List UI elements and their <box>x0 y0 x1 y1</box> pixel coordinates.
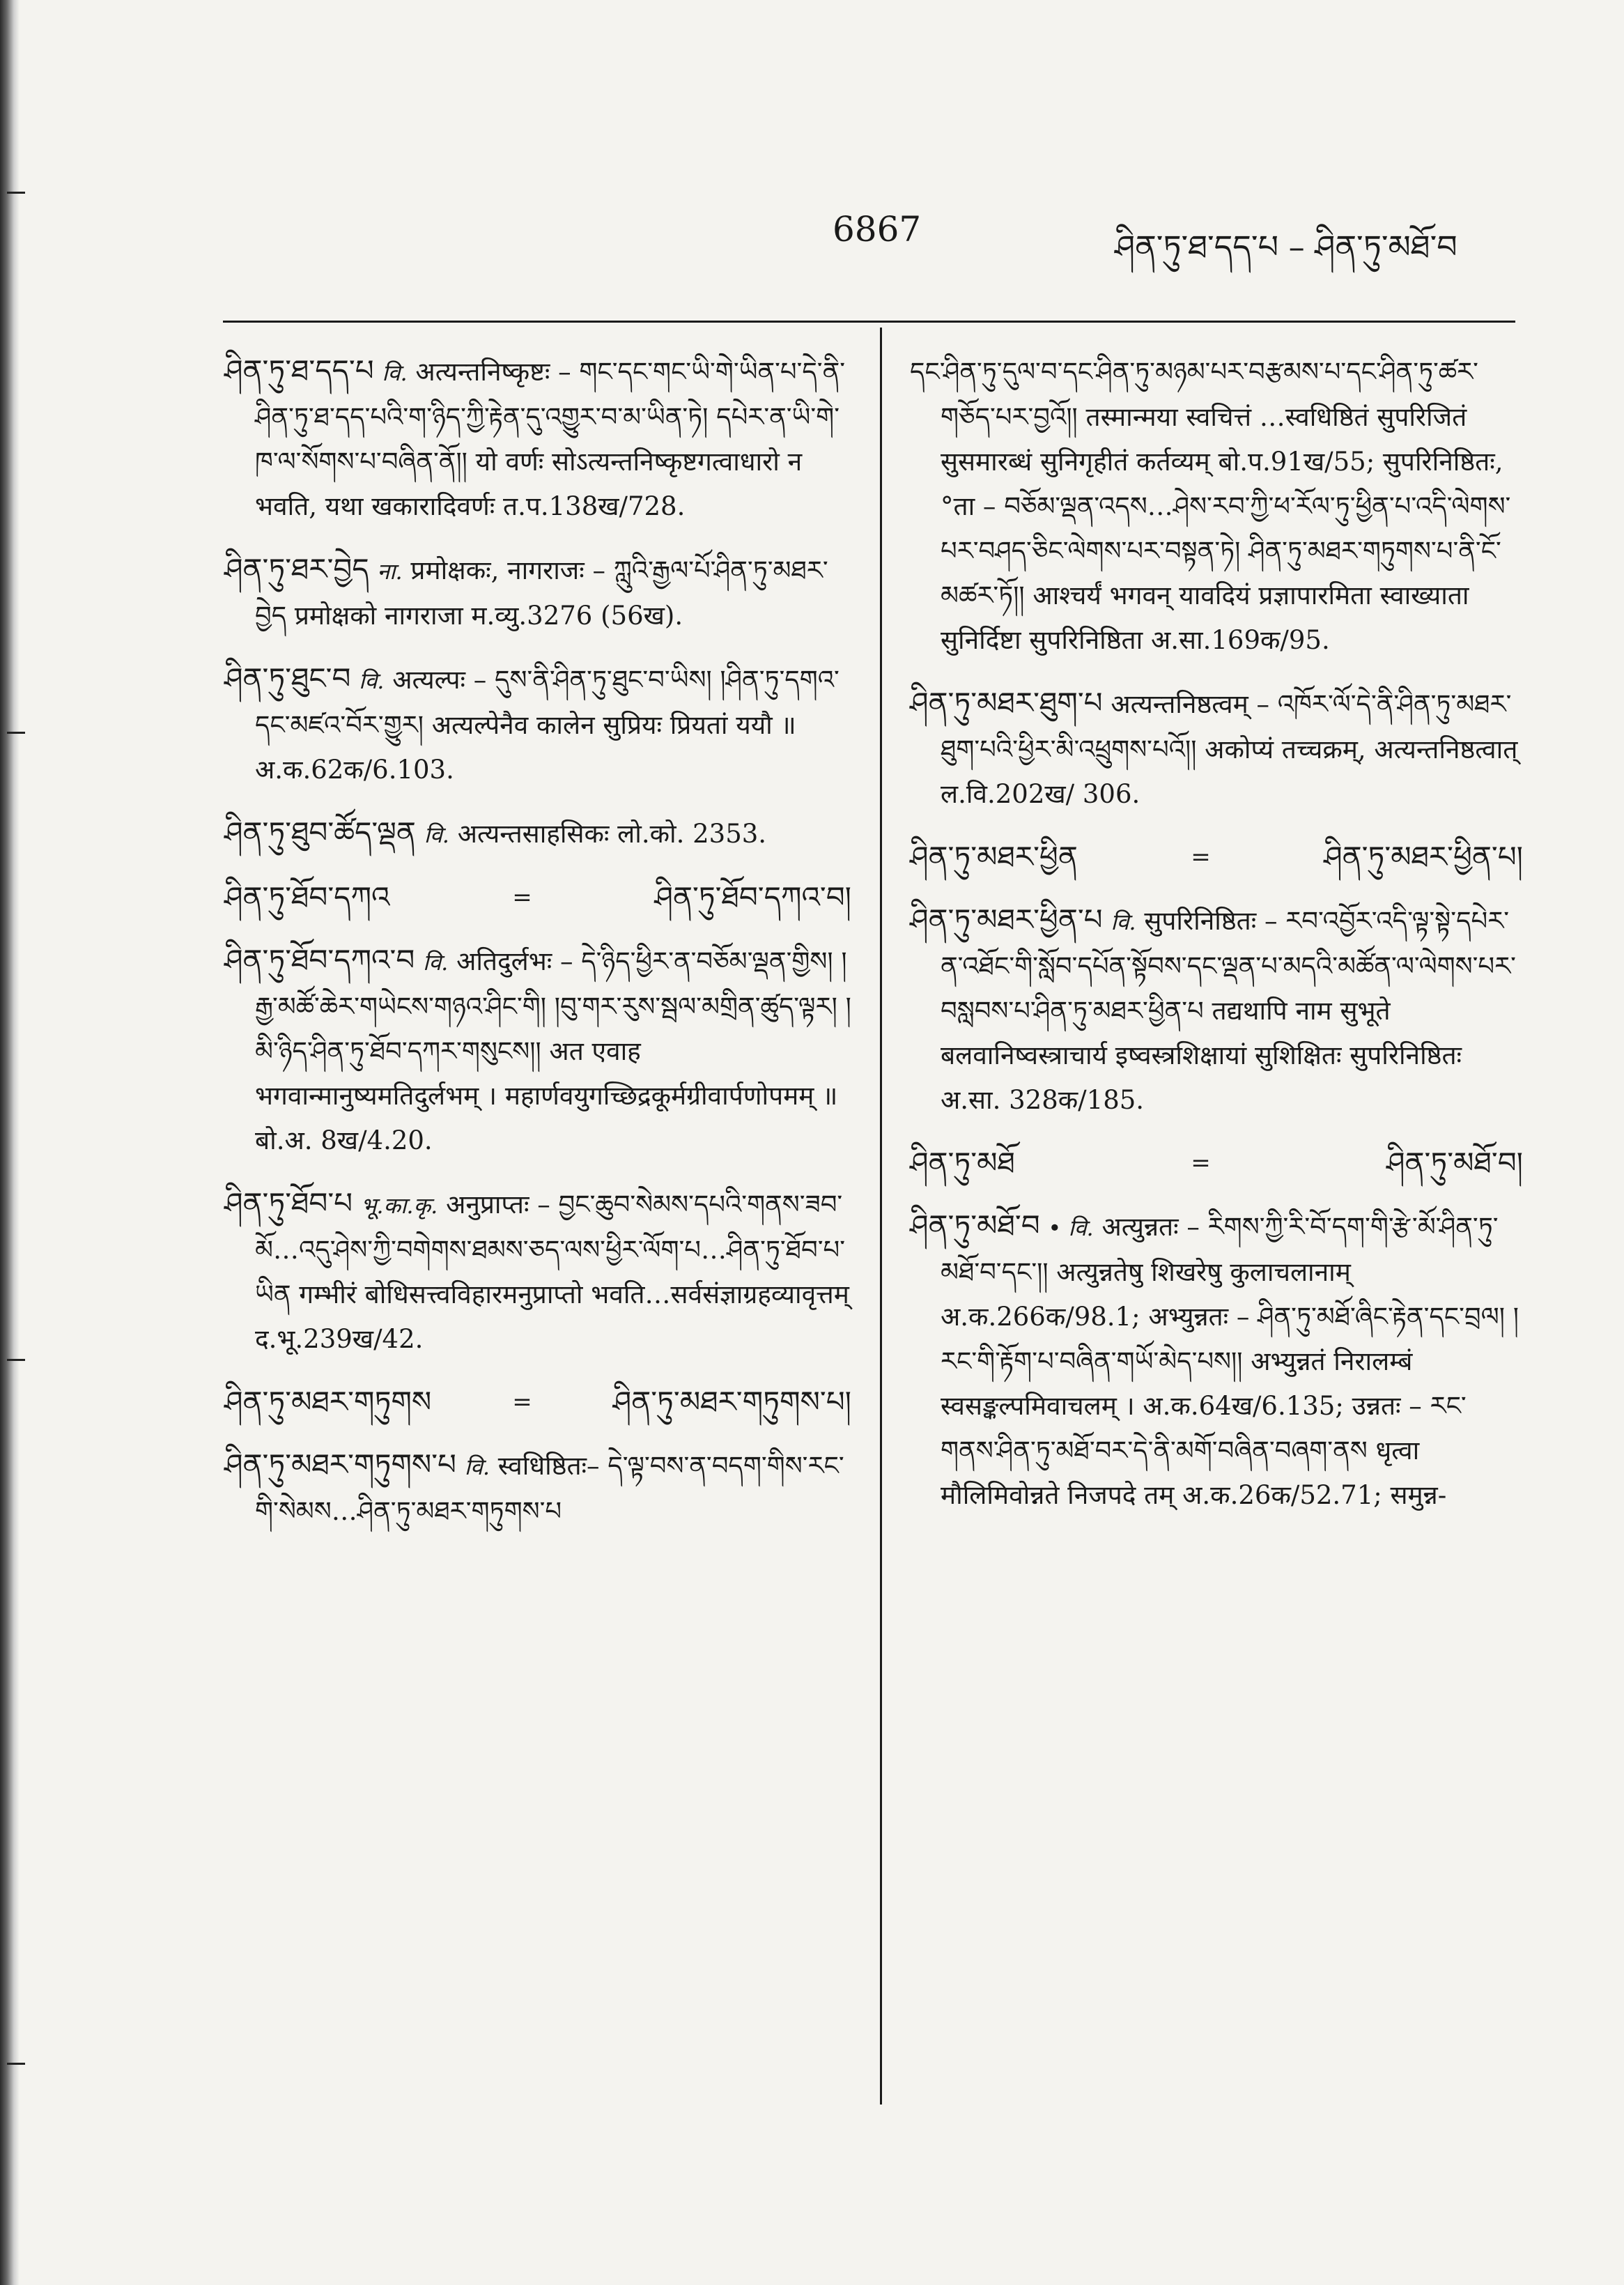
entry-text: अत्यल्पः – དུས་ནི་ཤིན་ཏུ་ཐུང་བ་ཡིས། །ཤིན་ཏུ་དགའ་དང་མཛའ་བོར་གྱུར། अत्यल्पेनैव कालेन सुप्रियः प्रियतां ययौ ॥ अ.क.62क/6.103. <box>255 665 840 785</box>
entry-text: अत्यन्तसाहसिकः लो.को. 2353. <box>457 819 767 849</box>
dictionary-entry <box>224 938 851 1163</box>
headword: ཤིན་ཏུ་ཐར་བྱེད <box>224 552 369 586</box>
headword: ཤིན་ཏུ་མཐར་ཕྱིན་པ <box>910 902 1103 937</box>
edge-mark <box>7 732 25 734</box>
cross-headword: ཤིན་ཏུ་མཐར་གཏུགས <box>224 1385 432 1419</box>
left-column <box>224 348 851 1552</box>
headword: ཤིན་ཏུ་ཐོབ་དཀའ་བ <box>224 943 415 977</box>
dictionary-entry <box>910 898 1523 1123</box>
dictionary-entry <box>910 681 1523 817</box>
running-head: ཤིན་ཏུ་ཐ་དད་པ – ཤིན་ཏུ་མཐོ་བ <box>1115 228 1457 266</box>
dictionary-entry <box>224 1442 851 1534</box>
equals-sign: = <box>1191 1149 1211 1177</box>
entry-text: सुपरिनिष्ठितः – རབ་འབྱོར་འདི་ལྟ་སྟེ་དཔེར་ན་འཐོང་གི་སློབ་དཔོན་སྟོབས་དང་ལྡན་པ་མདའི་མཚོན་ལ་ལེགས་པར་བསླབས་པ་ཤིན་ཏུ་མཐར་ཕྱིན་པ तद्यथापि नाम सुभूते बलवानिष्वस्त्राचार्य इष्वस्त्रशिक्षायां सुशिक्षितः सुपरिनिष्ठितः अ.सा. 328क/185. <box>941 906 1516 1115</box>
header-rule <box>223 321 1515 323</box>
page-header <box>0 209 1624 265</box>
grammar-label: वि. <box>382 360 408 386</box>
edge-mark <box>7 2063 25 2065</box>
headword: ཤིན་ཏུ་ཐ་དད་པ <box>224 353 374 387</box>
equals-sign: = <box>512 884 532 911</box>
cross-reference <box>910 835 1523 879</box>
dictionary-entry <box>224 348 851 529</box>
headword: ཤིན་ཏུ་ཐུང་བ <box>224 661 351 695</box>
dictionary-entry <box>224 547 851 638</box>
headword: ཤིན་ཏུ་ཐོབ་པ <box>224 1186 353 1220</box>
cross-target: ཤིན་ཏུ་མཐར་གཏུགས་པ། <box>612 1385 851 1419</box>
right-column <box>910 348 1523 1536</box>
cross-target: ཤིན་ཏུ་མཐར་ཕྱིན་པ། <box>1324 840 1523 874</box>
cross-headword: ཤིན་ཏུ་མཐར་ཕྱིན <box>910 840 1078 874</box>
cross-target: ཤིན་ཏུ་ཐོབ་དཀའ་བ། <box>654 880 851 914</box>
page-number: 6867 <box>833 209 922 249</box>
equals-sign: = <box>1191 843 1211 871</box>
entry-text: अत्यन्तनिष्कृष्टः – གང་དང་གང་ཡི་གེ་ཡིན་པ་དེ་ནི་ཤིན་ཏུ་ཐ་དད་པའི་ག་ཉིད་ཀྱི་རྟེན་དུ་འགྱུར་བ་མ་ཡིན་ཏེ། དཔེར་ན་ཡི་གེ་ཁ་ལ་སོགས་པ་བཞིན་ནོ།། यो वर्णः सोऽत्यन्तनिष्कृष्टगत्वाधारो न भवति, यथा खकारादिवर्णः त.प.138ख/728. <box>255 357 846 521</box>
entry-text: अत्यन्तनिष्ठत्वम् – འཁོར་ལོ་དེ་ནི་ཤིན་ཏུ་མཐར་ཐུག་པའི་ཕྱིར་མི་འཕྲུགས་པའོ།། अकोप्यं तच्चक्रम्, अत्यन्तनिष्ठत्वात् ल.वि.202ख/ 306. <box>941 689 1518 809</box>
cross-reference <box>910 1141 1523 1185</box>
grammar-label: ना. <box>377 558 403 585</box>
cross-target: ཤིན་ཏུ་མཐོ་བ། <box>1386 1146 1523 1180</box>
grammar-label: वि. <box>464 1454 490 1480</box>
headword: ཤིན་ཏུ་མཐོ་བ <box>910 1208 1040 1242</box>
column-divider <box>880 328 882 2105</box>
grammar-label: भू.का.कृ. <box>360 1192 438 1219</box>
cross-headword: ཤིན་ཏུ་ཐོབ་དཀའ <box>224 880 390 914</box>
headword: ཤིན་ཏུ་ཐུབ་ཚོད་ལྡན <box>224 815 416 849</box>
grammar-label: • वि. <box>1048 1215 1094 1241</box>
cross-reference <box>224 875 851 920</box>
cross-reference <box>224 1380 851 1424</box>
edge-mark <box>7 192 25 194</box>
equals-sign: = <box>512 1388 532 1416</box>
grammar-label: वि. <box>1111 909 1136 935</box>
cross-headword: ཤིན་ཏུ་མཐོ <box>910 1146 1015 1180</box>
grammar-label: वि. <box>359 668 385 694</box>
dictionary-entry <box>910 1203 1523 1518</box>
dictionary-entry <box>224 810 851 857</box>
grammar-label: वि. <box>424 822 449 848</box>
entry-text: དང་ཤིན་ཏུ་དུལ་བ་དང་ཤིན་ཏུ་མཉམ་པར་བརྩམས་པ་དང་ཤིན་ཏུ་ཚར་གཅོད་པར་བྱའོ།། तस्मान्मया स्वचित्तं …स्वधिष्ठितं सुपरिजितं सुसमारब्धं सुनिगृहीतं कर्तव्यम् बो.प.91ख/55; सुपरिनिष्ठितः, °ता – བཅོམ་ལྡན་འདས…ཤེས་རབ་ཀྱི་ཕ་རོལ་ཏུ་ཕྱིན་པ་འདི་ལེགས་པར་བཤད་ཅིང་ལེགས་པར་བསྟན་ཏེ། ཤིན་ཏུ་མཐར་གཏུགས་པ་ནི་ངོ་མཚར་ཏོ།། आश्चर्यं भगवन् यावदियं प्रज्ञापारमिता स्वाख्याता सुनिर्दिष्टा सुपरिनिष्ठिता अ.सा.169क/95. <box>910 357 1511 655</box>
headword: ཤིན་ཏུ་མཐར་ཐུག་པ <box>910 686 1103 720</box>
entry-text: अत्युन्नतः – རིགས་ཀྱི་རི་བོ་དག་གི་རྩེ་མོ་ཤིན་ཏུ་མཐོ་བ་དང་།། अत्युन्नतेषु शिखरेषु कुलाचलानाम् अ.क.266क/98.1; अभ्युन्नतः – ཤིན་ཏུ་མཐོ་ཞིང་རྟེན་དང་བྲལ། །རང་གི་རྟོག་པ་བཞིན་གཡོ་མེད་པས།། अभ्युन्नतं निरालम्बं स्वसङ्कल्पमिवाचलम् । अ.क.64ख/6.135; उन्नतः – རང་གནས་ཤིན་ཏུ་མཐོ་བར་དེ་ནི་མགོ་བཞིན་བཞག་ནས धृत्वा मौलिमिवोन्नते निजपदे तम् अ.क.26क/52.71; समुन्न- <box>941 1212 1519 1510</box>
entry-text: अनुप्राप्तः – བྱང་ཆུབ་སེམས་དཔའི་གནས་ཟབ་མོ…འདུ་ཤེས་ཀྱི་བགེགས་ཐམས་ཅད་ལས་ཕྱིར་ལོག་པ…ཤིན་ཏུ་ཐོབ་པ་ཡིན गम्भीरं बोधिसत्त्वविहारमनुप्राप्तो भवति…सर्वसंज्ञाग्रहव्यावृत्तम् द.भू.239ख/42. <box>255 1190 849 1354</box>
entry-text: अतिदुर्लभः – དེ་ཉིད་ཕྱིར་ན་བཅོམ་ལྡན་གྱིས། །རྒྱ་མཚོ་ཆེར་གཡེངས་གཉའ་ཤིང་གི། །བུ་གར་རུས་སྦལ་མགྲིན་ཚུད་ལྟར། །མི་ཉིད་ཤིན་ཏུ་ཐོབ་དཀར་གསུངས།། अत एवाह भगवान्मानुष्यमतिदुर्लभम् । महार्णवयुगच्छिद्रकूर्मग्रीवार्पणोपमम् ॥ बो.अ. 8ख/4.20. <box>255 946 851 1155</box>
dictionary-entry <box>224 1181 851 1362</box>
dictionary-entry-continued <box>910 348 1523 663</box>
scan-edge <box>0 0 20 2285</box>
entry-text: स्वधिष्ठितः– དེ་ལྟ་བས་ན་བདག་གིས་རང་གི་སེམས…ཤིན་ཏུ་མཐར་གཏུགས་པ <box>255 1451 844 1526</box>
headword: ཤིན་ཏུ་མཐར་གཏུགས་པ <box>224 1447 456 1482</box>
entry-text: प्रमोक्षकः, नागराजः – ཀླུའི་རྒྱལ་པོ་ཤིན་ཏུ་མཐར་བྱེད प्रमोक्षको नागराजा म.व्यु.3276 (56ख). <box>255 555 828 631</box>
dictionary-entry <box>224 656 851 792</box>
grammar-label: वि. <box>423 949 449 976</box>
edge-mark <box>7 1359 25 1361</box>
